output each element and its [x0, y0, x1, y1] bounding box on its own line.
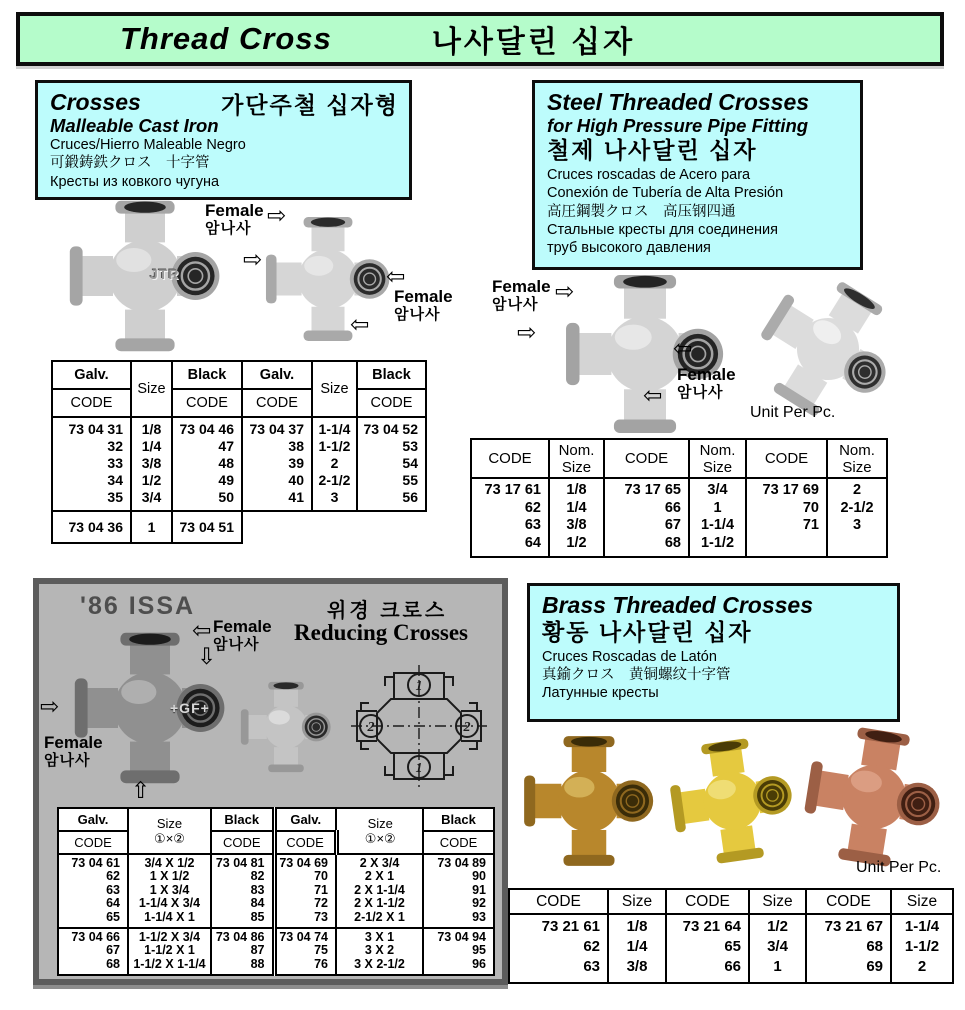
arrow-right-icon: ⇨	[40, 694, 60, 720]
malleable-subtitle: Malleable Cast Iron	[50, 114, 219, 136]
column-header: CODE	[509, 889, 608, 914]
steel-info-box	[532, 80, 863, 270]
table-row	[58, 854, 494, 928]
malleable-size-table	[51, 360, 427, 544]
malleable-line-es: Cruces/Hierro Maleable Negro	[50, 137, 246, 154]
column-header: Nom. Size	[689, 439, 746, 478]
female-label-ko: 암나사	[677, 383, 724, 401]
female-label-ko: 암나사	[394, 305, 441, 323]
table-cell: 73 04 94 95 96	[423, 928, 494, 975]
arrow-left-icon: ⇦	[643, 383, 663, 409]
malleable-title: Crosses	[50, 89, 141, 115]
arrow-right-icon: ⇨	[555, 279, 575, 305]
steel-line-ru1: Стальные кресты для соединения	[547, 221, 778, 238]
page-header	[16, 12, 944, 66]
female-label-en: Female	[213, 617, 272, 636]
column-header: CODE	[604, 439, 689, 478]
table-cell: 1/8 1/4 3/8 1/2 3/4	[131, 417, 172, 511]
table-row	[509, 914, 953, 983]
issa-female-label-2	[44, 734, 103, 769]
column-header: Galv.	[58, 808, 128, 831]
column-header: CODE	[666, 889, 749, 914]
malleable-photo-marking: JTR	[150, 266, 180, 282]
table-cell: 73 04 46 47 48 49 50	[172, 417, 242, 511]
diagram-number-2: 2	[463, 720, 471, 735]
steel-subtitle: for High Pressure Pipe Fitting	[547, 114, 809, 136]
table-cell: 3/4 X 1/2 1 X 1/2 1 X 3/4 1-1/4 X 3/4 1-1/4 X 1	[128, 854, 211, 928]
malleable-info-box	[35, 80, 412, 200]
table-row	[58, 928, 494, 975]
table-cell: 73 04 89 90 91 92 93	[423, 854, 494, 928]
arrow-right-icon: ⇨	[517, 320, 537, 346]
column-header: Size	[749, 889, 806, 914]
steel-line-es2: Conexión de Tubería de Alta Presión	[547, 185, 784, 202]
steel-line-ja: 高圧鋼製クロス 高压钢四通	[547, 203, 736, 220]
column-header: CODE	[211, 831, 274, 854]
steel-line-es1: Cruces roscadas de Acero para	[547, 166, 751, 183]
column-header: Black	[423, 808, 494, 831]
column-header: Size	[312, 361, 357, 417]
steel-female-label-2	[677, 366, 736, 401]
steel-line-ru2: труб высокого давления	[547, 240, 711, 257]
female-label-en: Female	[205, 201, 264, 220]
column-header: CODE	[52, 389, 131, 417]
table-cell: 73 04 61 62 63 64 65	[58, 854, 128, 928]
table-cell: 73 04 69 70 71 72 73	[274, 854, 336, 928]
column-header: Size	[608, 889, 666, 914]
female-label-en: Female	[44, 733, 103, 752]
column-header: Black	[172, 361, 242, 389]
arrow-left-icon: ⇦	[386, 264, 406, 290]
table-cell: 1/8 1/4 3/8	[608, 914, 666, 983]
column-header: Galv.	[274, 808, 336, 831]
page-title-en: Thread Cross	[120, 21, 332, 56]
arrow-right-icon: ⇨	[243, 247, 263, 273]
issa-brand: '86 ISSA	[80, 592, 196, 620]
arrow-left-icon: ⇦	[350, 312, 370, 338]
column-header: Nom. Size	[827, 439, 887, 478]
page-title-ko: 나사달린 십자	[431, 26, 636, 59]
table-cell: 73 04 81 82 83 84 85	[211, 854, 274, 928]
column-header: CODE	[58, 831, 128, 854]
brass-title-ko: 황동 나사달린 십자	[542, 618, 753, 645]
column-header: CODE	[274, 831, 336, 854]
table-cell: 1/8 1/4 3/8 1/2	[549, 478, 604, 557]
column-header: Size ①×②	[128, 808, 211, 854]
column-header: Black	[357, 361, 426, 389]
column-header: CODE	[746, 439, 827, 478]
table-row	[52, 511, 426, 543]
brass-cross-photo-1	[513, 732, 665, 870]
table-cell: 73 04 36	[52, 511, 131, 543]
table-cell: 73 04 66 67 68	[58, 928, 128, 975]
table-cell: 73 21 61 62 63	[509, 914, 608, 983]
table-cell: 1-1/4 1-1/2 2 2-1/2 3	[312, 417, 357, 511]
table-cell: 73 04 37 38 39 40 41	[242, 417, 312, 511]
female-label-ko: 암나사	[492, 295, 539, 313]
table-cell: 73 04 51	[172, 511, 242, 543]
brass-line-ru: Латунные кресты	[542, 685, 659, 702]
column-header: CODE	[471, 439, 549, 478]
column-header: CODE	[423, 831, 494, 854]
column-header: CODE	[357, 389, 426, 417]
column-header: CODE	[172, 389, 242, 417]
steel-title: Steel Threaded Crosses	[547, 89, 810, 115]
table-cell: 73 21 64 65 66	[666, 914, 749, 983]
malleable-female-label-1	[205, 202, 264, 237]
malleable-line-ru: Кресты из ковкого чугуна	[50, 173, 220, 190]
table-cell: 73 04 31 32 33 34 35	[52, 417, 131, 511]
column-header: Size ①×②	[336, 808, 423, 854]
arrow-left-icon: ⇦	[192, 618, 212, 644]
malleable-female-label-2	[394, 288, 453, 323]
steel-unit-label: Unit Per Pc.	[750, 404, 836, 421]
brass-line-ja: 真鍮クロス 黄铜螺纹十字管	[542, 666, 731, 683]
reducing-cross-table	[57, 807, 495, 976]
arrow-right-icon: ⇨	[267, 203, 287, 229]
table-cell: 73 04 86 87 88	[211, 928, 274, 975]
diagram-number-2: 2	[367, 720, 375, 735]
column-header: Nom. Size	[549, 439, 604, 478]
column-header: CODE	[806, 889, 891, 914]
column-header: CODE	[242, 389, 312, 417]
brass-title: Brass Threaded Crosses	[542, 592, 814, 618]
issa-panel	[33, 578, 508, 985]
diagram-number-1: 1	[415, 761, 423, 776]
table-cell: 1-1/2 X 3/4 1-1/2 X 1 1-1/2 X 1-1/4	[128, 928, 211, 975]
table-row	[52, 417, 426, 511]
female-label-en: Female	[677, 365, 736, 384]
table-row	[471, 478, 887, 557]
table-cell: 3 X 1 3 X 2 3 X 2-1/2	[336, 928, 423, 975]
column-header: Galv.	[242, 361, 312, 389]
steel-size-table	[470, 438, 888, 558]
copper-cross-photo	[789, 715, 959, 879]
table-cell: 1/2 3/4 1	[749, 914, 806, 983]
female-label-ko: 암나사	[205, 219, 252, 237]
column-header: Black	[211, 808, 274, 831]
column-header: Galv.	[52, 361, 131, 389]
table-cell: 73 21 67 68 69	[806, 914, 891, 983]
issa-title-en: Reducing Crosses	[294, 620, 469, 645]
table-cell: 1	[131, 511, 172, 543]
female-label-ko: 암나사	[44, 751, 91, 769]
brass-info-box	[527, 583, 900, 722]
issa-title-ko: 위경 크로스	[327, 600, 448, 622]
brass-line-es: Cruces Roscadas de Latón	[542, 648, 717, 665]
arrow-down-icon: ⇩	[197, 644, 217, 670]
table-cell: 3/4 1 1-1/4 1-1/2	[689, 478, 746, 557]
table-cell: 73 17 61 62 63 64	[471, 478, 549, 557]
column-header: Size	[891, 889, 953, 914]
brass-size-table	[508, 888, 954, 984]
table-cell: 73 04 52 53 54 55 56	[357, 417, 426, 511]
table-cell: 2 X 3/4 2 X 1 2 X 1-1/4 2 X 1-1/2 2-1/2 X 1	[336, 854, 423, 928]
female-label-ko: 암나사	[213, 635, 260, 653]
female-label-en: Female	[394, 287, 453, 306]
arrow-left-icon: ⇦	[673, 336, 693, 362]
issa-photo-marking: +GF+	[170, 700, 210, 716]
steel-female-label-1	[492, 278, 551, 313]
brass-unit-label: Unit Per Pc.	[856, 859, 942, 876]
steel-title-ko: 철제 나사달린 십자	[547, 137, 758, 164]
arrow-up-icon: ⇧	[131, 778, 151, 804]
diagram-number-1: 1	[415, 679, 423, 694]
table-cell: 73 17 69 70 71	[746, 478, 827, 557]
table-cell: 73 04 74 75 76	[274, 928, 336, 975]
reducing-cross-diagram	[349, 663, 489, 790]
female-label-en: Female	[492, 277, 551, 296]
issa-cross-photo-small	[238, 668, 334, 786]
table-cell: 73 17 65 66 67 68	[604, 478, 689, 557]
table-cell-empty	[242, 511, 426, 543]
column-header: Size	[131, 361, 172, 417]
malleable-title-ko: 가단주철 십자형	[221, 92, 399, 118]
table-cell: 1-1/4 1-1/2 2	[891, 914, 953, 983]
steel-cross-photo-1	[550, 270, 740, 438]
table-cell: 2 2-1/2 3	[827, 478, 887, 557]
malleable-line-ja: 可鍛鋳鉄クロス 十字管	[50, 155, 210, 172]
